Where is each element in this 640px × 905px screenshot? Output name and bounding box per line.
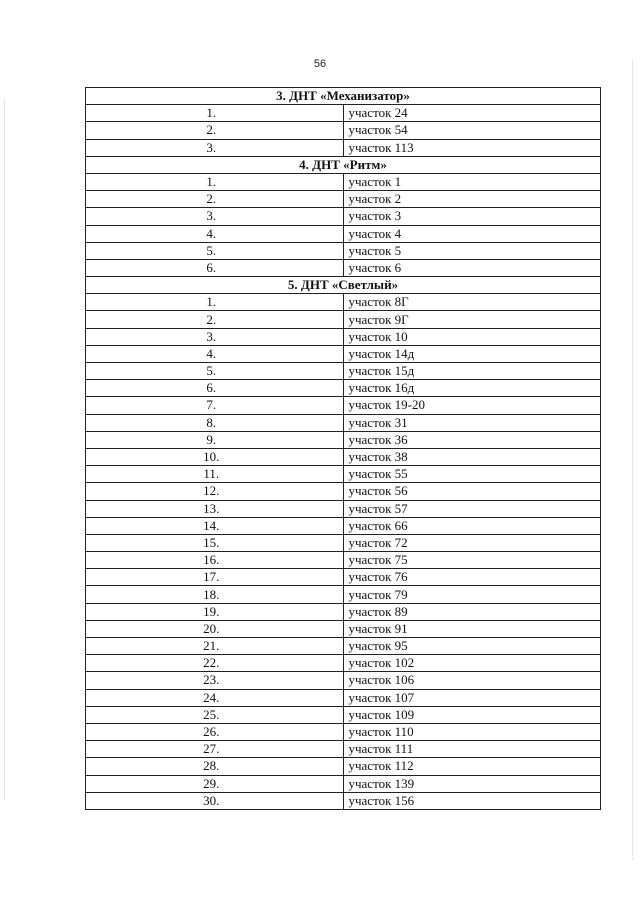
scan-edge-left	[4, 100, 6, 800]
table-row	[86, 620, 601, 637]
table-row	[86, 655, 601, 672]
plot-name: участок 107	[343, 689, 601, 706]
table-row	[86, 792, 601, 809]
plot-name: участок 16д	[343, 380, 601, 397]
row-number: 2.	[86, 122, 344, 139]
plot-name: участок 112	[343, 758, 601, 775]
table-row	[86, 397, 601, 414]
row-number: 25.	[86, 706, 344, 723]
plot-name: участок 89	[343, 603, 601, 620]
plot-name: участок 75	[343, 552, 601, 569]
table-row	[86, 466, 601, 483]
row-number: 16.	[86, 552, 344, 569]
plot-name: участок 66	[343, 517, 601, 534]
row-number: 2.	[86, 311, 344, 328]
row-number: 3.	[86, 208, 344, 225]
table-row	[86, 173, 601, 190]
plot-name: участок 91	[343, 620, 601, 637]
plot-name: участок 54	[343, 122, 601, 139]
row-number: 4.	[86, 225, 344, 242]
row-number: 13.	[86, 500, 344, 517]
section-header-row	[86, 88, 601, 105]
plot-name: участок 9Г	[343, 311, 601, 328]
plot-name: участок 10	[343, 328, 601, 345]
table-row	[86, 208, 601, 225]
table-row	[86, 191, 601, 208]
table-row	[86, 706, 601, 723]
table-row	[86, 380, 601, 397]
row-number: 2.	[86, 191, 344, 208]
table-row	[86, 741, 601, 758]
table-row	[86, 603, 601, 620]
row-number: 8.	[86, 414, 344, 431]
table-row	[86, 775, 601, 792]
table-row	[86, 122, 601, 139]
row-number: 30.	[86, 792, 344, 809]
section-title: 5. ДНТ «Светлый»	[86, 277, 601, 294]
row-number: 11.	[86, 466, 344, 483]
row-number: 5.	[86, 363, 344, 380]
row-number: 6.	[86, 380, 344, 397]
plot-name: участок 113	[343, 139, 601, 156]
row-number: 22.	[86, 655, 344, 672]
table-row	[86, 517, 601, 534]
row-number: 20.	[86, 620, 344, 637]
plots-table	[85, 87, 601, 810]
section-header-row	[86, 156, 601, 173]
row-number: 26.	[86, 723, 344, 740]
page-number: 56	[313, 58, 327, 70]
table-row	[86, 672, 601, 689]
plot-name: участок 56	[343, 483, 601, 500]
plot-name: участок 5	[343, 242, 601, 259]
plots-table-container	[85, 87, 601, 810]
plot-name: участок 38	[343, 448, 601, 465]
table-row	[86, 483, 601, 500]
row-number: 24.	[86, 689, 344, 706]
table-row	[86, 638, 601, 655]
table-row	[86, 500, 601, 517]
plot-name: участок 95	[343, 638, 601, 655]
plot-name: участок 76	[343, 569, 601, 586]
row-number: 6.	[86, 259, 344, 276]
table-row	[86, 328, 601, 345]
row-number: 3.	[86, 139, 344, 156]
table-row	[86, 105, 601, 122]
row-number: 4.	[86, 345, 344, 362]
table-row	[86, 431, 601, 448]
row-number: 15.	[86, 534, 344, 551]
table-row	[86, 259, 601, 276]
section-title: 4. ДНТ «Ритм»	[86, 156, 601, 173]
plot-name: участок 2	[343, 191, 601, 208]
plot-name: участок 15д	[343, 363, 601, 380]
table-row	[86, 586, 601, 603]
plot-name: участок 139	[343, 775, 601, 792]
plot-name: участок 72	[343, 534, 601, 551]
table-row	[86, 723, 601, 740]
table-row	[86, 448, 601, 465]
plot-name: участок 19-20	[343, 397, 601, 414]
row-number: 21.	[86, 638, 344, 655]
row-number: 17.	[86, 569, 344, 586]
plot-name: участок 55	[343, 466, 601, 483]
table-row	[86, 345, 601, 362]
row-number: 3.	[86, 328, 344, 345]
row-number: 23.	[86, 672, 344, 689]
table-row	[86, 311, 601, 328]
row-number: 9.	[86, 431, 344, 448]
plot-name: участок 110	[343, 723, 601, 740]
row-number: 1.	[86, 173, 344, 190]
plot-name: участок 31	[343, 414, 601, 431]
plot-name: участок 8Г	[343, 294, 601, 311]
table-row	[86, 569, 601, 586]
table-row	[86, 552, 601, 569]
table-row	[86, 225, 601, 242]
plot-name: участок 106	[343, 672, 601, 689]
section-header-row	[86, 277, 601, 294]
plot-name: участок 111	[343, 741, 601, 758]
plot-name: участок 4	[343, 225, 601, 242]
row-number: 14.	[86, 517, 344, 534]
table-row	[86, 139, 601, 156]
row-number: 29.	[86, 775, 344, 792]
row-number: 7.	[86, 397, 344, 414]
plot-name: участок 14д	[343, 345, 601, 362]
table-row	[86, 363, 601, 380]
plot-name: участок 156	[343, 792, 601, 809]
table-row	[86, 534, 601, 551]
row-number: 19.	[86, 603, 344, 620]
scan-edge-right	[632, 60, 634, 860]
plot-name: участок 1	[343, 173, 601, 190]
table-row	[86, 689, 601, 706]
row-number: 27.	[86, 741, 344, 758]
row-number: 12.	[86, 483, 344, 500]
row-number: 18.	[86, 586, 344, 603]
plots-table-body	[86, 88, 601, 810]
row-number: 10.	[86, 448, 344, 465]
table-row	[86, 758, 601, 775]
row-number: 28.	[86, 758, 344, 775]
plot-name: участок 102	[343, 655, 601, 672]
table-row	[86, 414, 601, 431]
table-row	[86, 294, 601, 311]
plot-name: участок 36	[343, 431, 601, 448]
table-row	[86, 242, 601, 259]
plot-name: участок 57	[343, 500, 601, 517]
plot-name: участок 24	[343, 105, 601, 122]
row-number: 1.	[86, 105, 344, 122]
row-number: 5.	[86, 242, 344, 259]
section-title: 3. ДНТ «Механизатор»	[86, 88, 601, 105]
plot-name: участок 3	[343, 208, 601, 225]
plot-name: участок 6	[343, 259, 601, 276]
row-number: 1.	[86, 294, 344, 311]
plot-name: участок 109	[343, 706, 601, 723]
plot-name: участок 79	[343, 586, 601, 603]
